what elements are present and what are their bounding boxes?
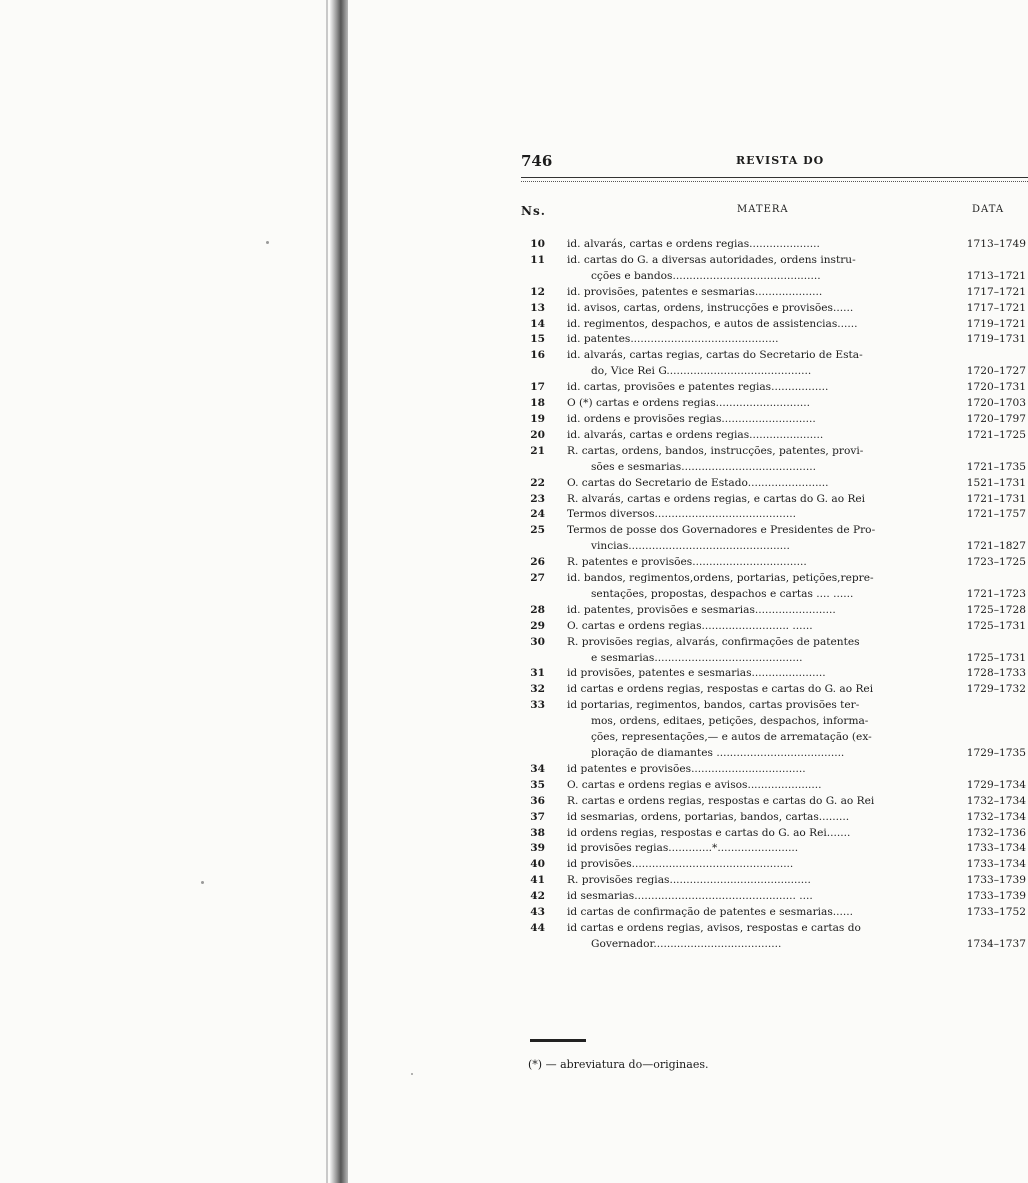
entry-date: 1725–1731: [966, 619, 1026, 632]
entry-date: 1717–1721: [966, 285, 1026, 298]
entry-number: 41: [530, 874, 545, 887]
book-spine-shadow: [330, 0, 348, 1183]
list-item: [521, 778, 1028, 794]
entry-matter: [567, 301, 947, 317]
entry-matter-line: id portarias, regimentos, bandos, cartas provisões ter-: [567, 699, 860, 712]
list-item: [521, 380, 1028, 396]
footnote-rule: [530, 1039, 586, 1042]
entry-matter: [567, 555, 947, 571]
entry-date: 1721–1757: [966, 508, 1026, 521]
list-item: [521, 905, 1028, 921]
list-item: [521, 794, 1028, 810]
entry-matter: [567, 762, 947, 778]
entry-date: 1719–1721: [966, 317, 1026, 330]
entry-matter: [567, 841, 947, 857]
entry-matter-line: id. alvarás, cartas regias, cartas do Secretario de Esta-: [567, 349, 863, 362]
list-item: [521, 301, 1028, 317]
entry-date: 1721–1723: [966, 587, 1026, 600]
entry-matter-line: id. avisos, cartas, ordens, instrucções e provisões......: [567, 301, 854, 314]
entry-matter-line: id. provisões, patentes e sesmarias....................: [567, 285, 823, 298]
footnote: (*) — abreviatura do—originaes.: [528, 1058, 709, 1071]
entry-matter-line: id. ordens e provisões regias............................: [567, 412, 816, 425]
entry-matter: [567, 285, 947, 301]
entry-number: 14: [530, 317, 545, 330]
entry-number: 17: [530, 381, 545, 394]
entry-date: 1721–1725: [966, 428, 1026, 441]
entry-matter-line: R. cartas, ordens, bandos, instrucções, patentes, provi-: [567, 444, 864, 457]
entry-matter: [567, 523, 947, 555]
list-item: [521, 348, 1028, 380]
list-item: [521, 841, 1028, 857]
entry-matter-line: id. alvarás, cartas e ordens regias.....................: [567, 238, 820, 250]
entry-date: 1732–1734: [966, 794, 1026, 807]
entry-number: 39: [530, 842, 545, 855]
entry-number: 26: [530, 556, 545, 569]
paper-speck: [411, 1073, 413, 1075]
list-item: [521, 666, 1028, 682]
entry-matter: [567, 603, 947, 619]
entry-number: 38: [530, 826, 545, 839]
entry-matter-line: id. alvarás, cartas e ordens regias......................: [567, 428, 824, 441]
list-item: [521, 921, 1028, 953]
entry-matter-line: id. patentes............................................: [567, 333, 779, 346]
list-item: [521, 810, 1028, 826]
entry-matter-line: R. cartas e ordens regias, respostas e cartas do G. ao Rei: [567, 794, 875, 807]
entry-matter: [567, 492, 947, 508]
entry-date: 1733–1752: [966, 906, 1026, 919]
column-header-number: Ns.: [521, 204, 546, 218]
list-item: [521, 428, 1028, 444]
entry-matter: [567, 253, 947, 285]
entry-matter-line: vincias................................................: [591, 540, 790, 553]
entry-number: 31: [530, 667, 545, 680]
entry-matter: [567, 857, 947, 873]
list-item: [521, 523, 1028, 555]
entry-matter: [567, 794, 947, 810]
entry-matter-line: id cartas e ordens regias, respostas e cartas do G. ao Rei: [567, 683, 874, 696]
entry-matter: [567, 380, 947, 396]
list-item: [521, 476, 1028, 492]
list-item: [521, 332, 1028, 348]
entry-matter-line: O. cartas do Secretario de Estado........................: [567, 476, 829, 489]
entry-date: 1732–1736: [966, 826, 1026, 839]
entry-number: 10: [530, 238, 545, 250]
list-item: [521, 285, 1028, 301]
entry-date: 1733–1734: [966, 842, 1026, 855]
column-header-matter: MATERA: [737, 204, 789, 215]
entry-matter-line: mos, ordens, editaes, petições, despachos, informa-: [591, 715, 869, 728]
entry-matter-line: Termos diversos..........................................: [567, 508, 796, 521]
entry-matter-line: ploração de diamantes ......................................: [591, 747, 845, 759]
entry-matter-line: ções, representações,— e autos de arrematação (ex-: [591, 731, 872, 744]
entry-matter: [567, 619, 947, 635]
list-item: [521, 762, 1028, 778]
entry-date: 1721–1731: [966, 492, 1026, 505]
entry-number: 15: [530, 333, 545, 346]
entry-date: 1728–1733: [966, 667, 1026, 680]
entry-date: 1729–1735: [966, 747, 1026, 759]
entry-matter: [567, 348, 947, 380]
entry-number: 23: [530, 492, 545, 505]
list-item: [521, 492, 1028, 508]
entry-number: 44: [530, 921, 545, 934]
entry-number: 40: [530, 858, 545, 871]
entry-matter: [567, 332, 947, 348]
list-item: [521, 682, 1028, 698]
entry-matter-line: R. provisões regias, alvarás, confirmações de patentes: [567, 635, 860, 648]
entry-number: 25: [530, 524, 545, 537]
entry-number: 43: [530, 906, 545, 919]
entry-date: 1721–1735: [966, 460, 1026, 473]
entry-matter: [567, 666, 947, 682]
entry-date: 1729–1734: [966, 778, 1026, 791]
list-item: [521, 507, 1028, 523]
entry-date: 1720–1703: [966, 397, 1026, 410]
entry-matter-line: id. regimentos, despachos, e autos de assistencias......: [567, 317, 858, 330]
entry-matter-line: id ordens regias, respostas e cartas do G. ao Rei.......: [567, 826, 851, 839]
entry-date: 1733–1739: [966, 890, 1026, 903]
entry-matter-line: id cartas de confirmação de patentes e sesmarias......: [567, 906, 854, 919]
entry-matter: [567, 826, 947, 842]
entry-number: 19: [530, 412, 545, 425]
entry-number: 29: [530, 619, 545, 632]
entry-number: 13: [530, 301, 545, 314]
entry-matter-line: id. patentes, provisões e sesmarias........................: [567, 603, 836, 616]
entry-matter: [567, 635, 947, 667]
entry-matter: [567, 428, 947, 444]
list-item: [521, 555, 1028, 571]
list-item: [521, 698, 1028, 762]
entry-matter-line: O. cartas e ordens regias e avisos......................: [567, 778, 822, 791]
paper-speck: [201, 881, 204, 884]
entries-list: [521, 237, 1028, 953]
entry-number: 11: [530, 253, 545, 266]
entry-matter-line: id provisões................................................: [567, 858, 794, 871]
column-header-date: DATA: [972, 204, 1005, 215]
entry-matter: [567, 412, 947, 428]
entry-matter: [567, 682, 947, 698]
entry-number: 36: [530, 794, 545, 807]
entry-matter-line: sões e sesmarias........................................: [591, 460, 816, 473]
list-item: [521, 619, 1028, 635]
entry-matter-line: O (*) cartas e ordens regias............................: [567, 397, 810, 410]
entry-matter: [567, 810, 947, 826]
list-item: [521, 603, 1028, 619]
entry-matter: [567, 237, 947, 253]
entry-date: 1720–1727: [966, 365, 1026, 378]
entry-date: 1733–1739: [966, 874, 1026, 887]
entry-number: 12: [530, 285, 545, 298]
list-item: [521, 396, 1028, 412]
list-item: [521, 412, 1028, 428]
entry-date: 1717–1721: [966, 301, 1026, 314]
entry-date: 1713–1749: [966, 238, 1026, 250]
list-item: [521, 317, 1028, 333]
entry-matter-line: Governador......................................: [591, 937, 782, 950]
list-item: [521, 444, 1028, 476]
list-item: [521, 889, 1028, 905]
entry-matter: [567, 444, 947, 476]
header-rule: [521, 177, 1028, 182]
entry-matter-line: id cartas e ordens regias, avisos, respostas e cartas do: [567, 921, 861, 934]
entry-date: 1733–1734: [966, 858, 1026, 871]
entry-number: 18: [530, 397, 545, 410]
page-number: 746: [521, 152, 553, 170]
entry-date: 1521–1731: [966, 476, 1026, 489]
entry-date: 1719–1731: [966, 333, 1026, 346]
list-item: [521, 635, 1028, 667]
list-item: [521, 826, 1028, 842]
entry-number: 20: [530, 428, 545, 441]
entry-matter: [567, 507, 947, 523]
entry-matter-line: R. provisões regias..........................................: [567, 874, 811, 887]
entry-matter-line: cções e bandos............................................: [591, 269, 821, 282]
entry-date: 1725–1731: [966, 651, 1026, 664]
entry-number: 32: [530, 683, 545, 696]
entry-matter-line: id provisões regias.............*........................: [567, 842, 799, 855]
list-item: [521, 237, 1028, 253]
entry-matter-line: id patentes e provisões..................................: [567, 762, 806, 775]
entry-matter: [567, 921, 947, 953]
entry-matter: [567, 396, 947, 412]
entry-date: 1713–1721: [966, 269, 1026, 282]
entry-matter-line: id sesmarias, ordens, portarias, bandos, cartas.........: [567, 810, 850, 823]
entry-number: 24: [530, 508, 545, 521]
entry-date: 1732–1734: [966, 810, 1026, 823]
entry-date: 1720–1797: [966, 412, 1026, 425]
entry-matter: [567, 778, 947, 794]
list-item: [521, 873, 1028, 889]
entry-matter: [567, 905, 947, 921]
entry-date: 1720–1731: [966, 381, 1026, 394]
entry-matter-line: id. bandos, regimentos,ordens, portarias, petições,repre-: [567, 572, 874, 585]
entry-matter-line: O. cartas e ordens regias.......................... ......: [567, 619, 813, 632]
page-gutter-line: [326, 0, 328, 1183]
entry-number: 42: [530, 890, 545, 903]
entry-matter-line: R. alvarás, cartas e ordens regias, e cartas do G. ao Rei: [567, 492, 866, 505]
entry-number: 28: [530, 603, 545, 616]
entry-matter-line: id. cartas do G. a diversas autoridades, ordens instru-: [567, 253, 856, 266]
entry-matter: [567, 889, 947, 905]
entry-matter-line: Termos de posse dos Governadores e Presidentes de Pro-: [567, 524, 876, 537]
list-item: [521, 253, 1028, 285]
entry-date: 1734–1737: [966, 937, 1026, 950]
entry-number: 34: [530, 762, 545, 775]
entry-number: 33: [530, 699, 545, 712]
entry-number: 35: [530, 778, 545, 791]
entry-number: 21: [530, 444, 545, 457]
entry-matter-line: id provisões, patentes e sesmarias......................: [567, 667, 826, 680]
entry-number: 37: [530, 810, 545, 823]
entry-number: 22: [530, 476, 545, 489]
list-item: [521, 857, 1028, 873]
entry-matter-line: id. cartas, provisões e patentes regias.................: [567, 381, 829, 394]
entry-number: 30: [530, 635, 545, 648]
entry-matter-line: do, Vice Rei G...........................................: [591, 365, 812, 378]
running-title: REVISTA DO: [736, 154, 825, 167]
entry-matter-line: sentações, propostas, despachos e cartas .... ......: [591, 587, 854, 600]
entry-matter: [567, 698, 947, 762]
entry-matter: [567, 317, 947, 333]
entry-matter: [567, 873, 947, 889]
entry-number: 27: [530, 572, 545, 585]
entry-matter-line: R. patentes e provisões..................................: [567, 556, 807, 569]
entry-number: 16: [530, 349, 545, 362]
entry-date: 1729–1732: [966, 683, 1026, 696]
entry-matter-line: e sesmarias............................................: [591, 651, 803, 664]
entry-matter: [567, 571, 947, 603]
list-item: [521, 571, 1028, 603]
entry-matter: [567, 476, 947, 492]
paper-speck: [266, 241, 269, 244]
entry-date: 1725–1728: [966, 603, 1026, 616]
entry-matter-line: id sesmarias................................................ ....: [567, 890, 813, 903]
entry-date: 1721–1827: [966, 540, 1026, 553]
entry-date: 1723–1725: [966, 556, 1026, 569]
